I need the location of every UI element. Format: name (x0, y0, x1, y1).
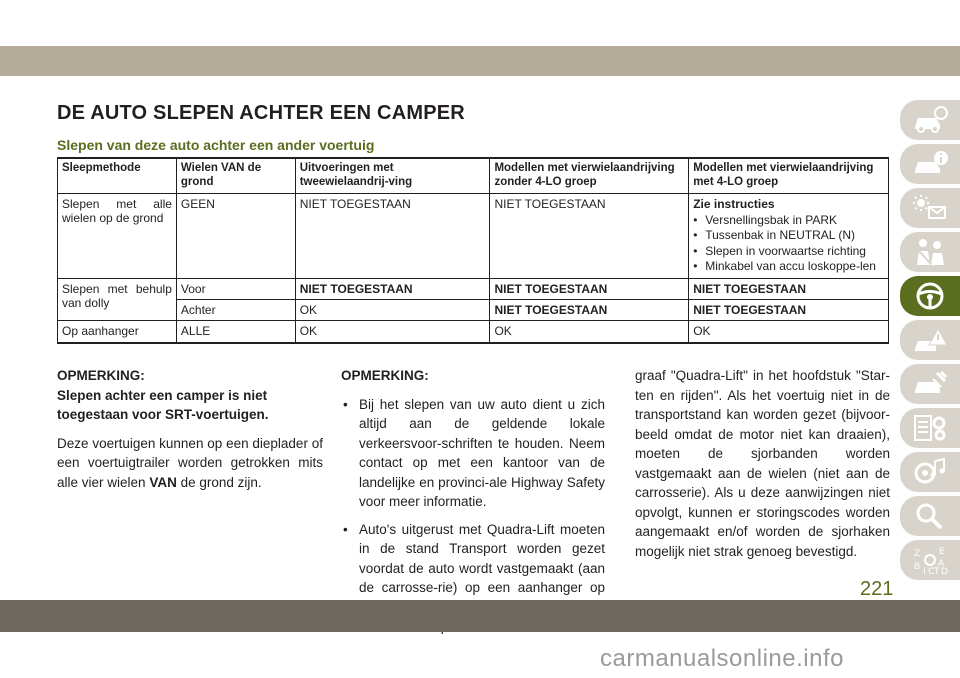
page-number: 221 (860, 578, 894, 600)
table-row (58, 299, 889, 320)
car-info-icon (911, 105, 949, 135)
tab-safety[interactable] (900, 232, 960, 272)
cell-4wd-no-lo: NIET TOEGESTAAN (490, 299, 689, 320)
note-label: OPMERKING: (57, 368, 145, 383)
table-header-row (58, 158, 889, 193)
specs-gears-icon (911, 413, 949, 443)
tab-index[interactable] (900, 496, 960, 536)
tab-dashboard-lights[interactable] (900, 188, 960, 228)
list-item: • Versnellingsbak in PARK (693, 213, 884, 227)
tab-letter: B (914, 562, 921, 572)
paragraph-text: de grond zijn. (180, 474, 262, 490)
tab-letter: A (938, 559, 945, 569)
section-subtitle: Slepen van deze auto achter een ander voertuig (57, 137, 375, 153)
car-service-icon (911, 369, 949, 399)
cell-4wd-lo: OK (689, 321, 889, 343)
towing-table (57, 157, 889, 344)
cell-2wd: NIET TOEGESTAAN (295, 278, 490, 299)
table-row (58, 278, 889, 299)
tab-multimedia[interactable] (900, 452, 960, 492)
tab-emergency[interactable] (900, 320, 960, 360)
header-4wd-no-lo: Modellen met vierwielaandrijving zonder 4-LO groep (490, 158, 689, 193)
list-item: • Bij het slepen van uw auto dient u zich altijd aan de geldende lokale verkeersvoor-schriften te houden. Neem contact op met een kantoor van de landelijke en provinci-ale Highway Safety voor meer informatie. (341, 395, 605, 512)
table-row (58, 193, 889, 278)
instructions-list (693, 213, 884, 274)
table-row (58, 321, 889, 343)
cell-4wd-no-lo: NIET TOEGESTAAN (490, 193, 689, 278)
cell-4wd-no-lo: NIET TOEGESTAAN (490, 278, 689, 299)
tab-letter: Z (914, 549, 921, 559)
cell-wheels: ALLE (176, 321, 295, 343)
steering-wheel-icon (911, 281, 949, 311)
tab-letter: T (934, 567, 940, 575)
watermark: carmanualsonline.info (600, 645, 844, 672)
language-letters-icon (911, 545, 949, 575)
header-2wd: Uitvoeringen met tweewielaandrij-ving (295, 158, 490, 193)
list-item: • Auto's uitgerust met Quadra-Lift moeten in de stand Transport worden gezet voordat de auto wordt vastgemaakt (aan de carrosse-rie) op een aanhanger op (341, 520, 605, 637)
tab-car-information[interactable] (900, 144, 960, 184)
cell-wheels: Voor (176, 278, 295, 299)
text-column-3 (635, 366, 890, 570)
car-info-i-icon (911, 149, 949, 179)
header-wheels-off: Wielen VAN de grond (176, 158, 295, 193)
cell-method: Slepen met behulp van dolly (58, 278, 177, 321)
tab-languages[interactable] (900, 540, 960, 580)
note-label: OPMERKING: (341, 368, 429, 383)
list-item: • Tussenbak in NEUTRAL (N) (693, 228, 884, 242)
cell-4wd-lo: NIET TOEGESTAAN (689, 299, 889, 320)
list-item: • Minkabel van accu loskoppe-len (693, 259, 884, 273)
paragraph-text: Deze voertuigen kunnen op een dieplader of een voertuigtrailer worden getrokken mits alle vier wielen (57, 435, 323, 490)
tab-letter: D (941, 567, 948, 575)
people-seatbelt-icon (911, 237, 949, 267)
cell-2wd: OK (295, 321, 490, 343)
page-title: DE AUTO SLEPEN ACHTER EEN CAMPER (57, 102, 465, 124)
footer-band (0, 600, 960, 632)
paragraph-emphasis: VAN (149, 474, 177, 490)
header-band (0, 46, 960, 76)
cell-method: Slepen met alle wielen op de grond (58, 193, 177, 278)
cell-wheels: GEEN (176, 193, 295, 278)
paragraph (57, 434, 323, 493)
cell-method: Op aanhanger (58, 321, 177, 343)
cell-4wd-no-lo: OK (490, 321, 689, 343)
tab-starting-driving[interactable] (900, 276, 960, 316)
instructions-heading: Zie instructies (693, 196, 775, 211)
music-nav-icon (911, 457, 949, 487)
cell-4wd-lo: NIET TOEGESTAAN (689, 278, 889, 299)
search-index-icon (911, 501, 949, 531)
top-margin (0, 0, 960, 46)
tab-letter: E (939, 547, 945, 557)
cell-wheels: Achter (176, 299, 295, 320)
cell-2wd: OK (295, 299, 490, 320)
dashboard-lights-icon (911, 193, 949, 223)
text-column-1 (57, 366, 323, 501)
tab-specifications[interactable] (900, 408, 960, 448)
paragraph: graaf "Quadra-Lift" in het hoofdstuk "Star-ten en rijden". Als het voertuig niet in de transportstand kan worden gezet (bijvoor-beeld omdat de motor niet kan draaien), moeten de sjorbanden worden vastgemaakt aan de wielen (niet aan de carrosserie). Als u deze aanwijzingen niet opvolgt, kunnen er storingscodes worden aangemaakt en/of worden de sjorhaken mogelijk niet strak genoeg bevestigd. (635, 368, 890, 559)
tab-service[interactable] (900, 364, 960, 404)
tab-letter: C (928, 567, 935, 575)
header-4wd-lo: Modellen met vierwielaandrijving met 4-LO groep (689, 158, 889, 193)
list-item: • Slepen in voorwaartse richting (693, 244, 884, 258)
cell-4wd-lo (689, 193, 889, 278)
tab-car-info[interactable] (900, 100, 960, 140)
tab-letter: I (923, 567, 926, 575)
header-towing-method: Sleepmethode (58, 158, 177, 193)
note-text: Slepen achter een camper is niet toegestaan voor SRT-voertuigen. (57, 387, 269, 422)
cell-2wd: NIET TOEGESTAAN (295, 193, 490, 278)
warning-triangle-car-icon (911, 325, 949, 355)
